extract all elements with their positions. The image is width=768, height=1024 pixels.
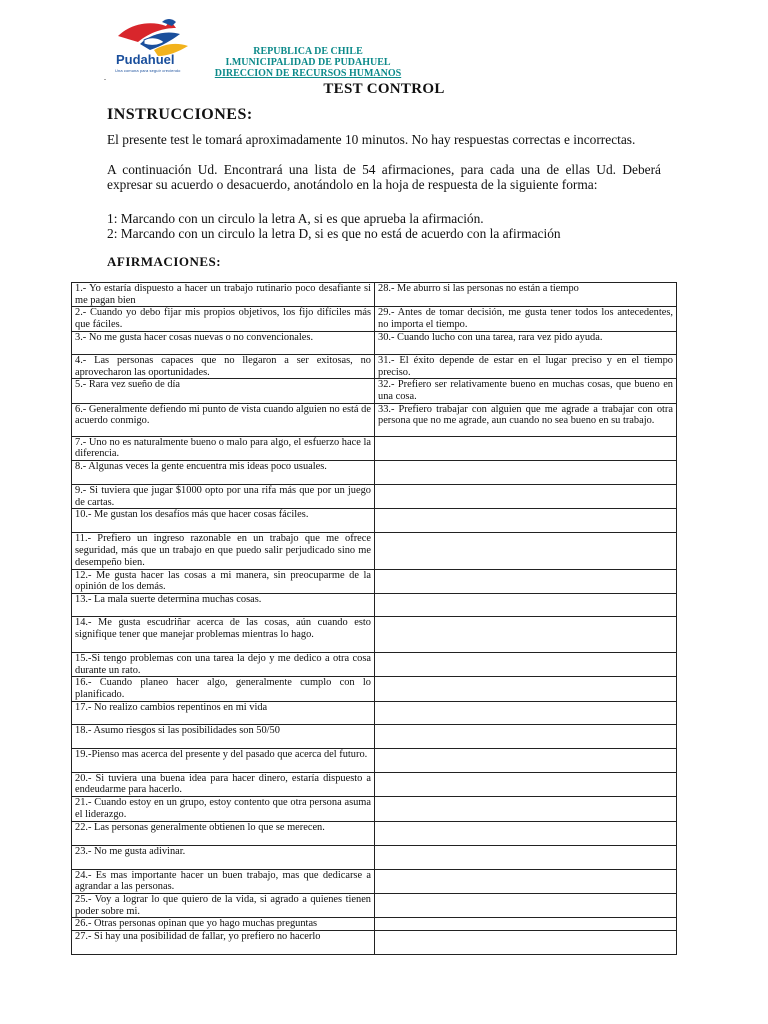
statement-left: 6.- Generalmente defiendo mi punto de vista cuando alguien no está de acuerdo conmigo. <box>72 403 375 436</box>
header-republica: REPUBLICA DE CHILE <box>253 46 363 57</box>
statement-left: 26.- Otras personas opinan que yo hago muchas preguntas <box>72 918 375 931</box>
statement-right <box>375 677 677 701</box>
instructions-paragraph-1: El presente test le tomará aproximadamente 10 minutos. No hay respuestas correctas e incorrectas. <box>107 132 636 147</box>
statement-right <box>375 461 677 485</box>
table-row <box>72 677 677 701</box>
table-row <box>72 436 677 460</box>
statement-left: 5.- Rara vez sueño de día <box>72 379 375 403</box>
header-municipalidad: I.MUNICIPALIDAD DE PUDAHUEL <box>225 57 391 68</box>
header-direccion: DIRECCION DE RECURSOS HUMANOS <box>214 68 402 79</box>
table-row <box>72 307 677 331</box>
statement-right <box>375 701 677 724</box>
instructions-heading: INSTRUCCIONES: <box>107 106 253 123</box>
statement-right <box>375 509 677 533</box>
table-row <box>72 485 677 509</box>
instructions-option-d: 2: Marcando con un circulo la letra D, si es que no está de acuerdo con la afirmación <box>107 226 561 241</box>
statement-left: 2.- Cuando yo debo fijar mis propios objetivos, los fijo difíciles más que fáciles. <box>72 307 375 331</box>
statement-left: 13.- La mala suerte determina muchas cosas. <box>72 593 375 616</box>
statement-left: 3.- No me gusta hacer cosas nuevas o no convencionales. <box>72 331 375 354</box>
statement-left: 14.- Me gusta escudriñar acerca de las cosas, aún cuando esto signifique tener que manejar problemas mientras lo hago. <box>72 616 375 652</box>
table-row <box>72 869 677 893</box>
statement-left: 1.- Yo estaría dispuesto a hacer un trabajo rutinario poco desafiante si me pagan bien <box>72 283 375 307</box>
statement-right <box>375 724 677 748</box>
table-row <box>72 797 677 821</box>
table-row <box>72 652 677 676</box>
statement-left: 20.- Si tuviera una buena idea para hacer dinero, estaría dispuesto a endeudarme para hacerlo. <box>72 772 375 796</box>
statement-right <box>375 772 677 796</box>
table-row <box>72 569 677 593</box>
statement-right: 31.- El éxito depende de estar en el lugar preciso y en el tiempo preciso. <box>375 354 677 378</box>
table-row <box>72 821 677 845</box>
statement-left: 11.- Prefiero un ingreso razonable en un trabajo que me ofrece seguridad, más que un trabajo en que puedo salir perjudicado sino me desempeño bien. <box>72 533 375 569</box>
statement-left: 9.- Si tuviera que jugar $1000 opto por una rifa más que por un juego de cartas. <box>72 485 375 509</box>
table-row <box>72 772 677 796</box>
statement-left: 24.- Es mas importante hacer un buen trabajo, mas que dedicarse a agrandar a las personas. <box>72 869 375 893</box>
statement-left: 27.- Si hay una posibilidad de fallar, yo prefiero no hacerlo <box>72 931 375 955</box>
statement-right <box>375 533 677 569</box>
statement-right <box>375 569 677 593</box>
table-row <box>72 918 677 931</box>
table-row <box>72 931 677 955</box>
statement-right <box>375 748 677 772</box>
afirmaciones-table-body <box>72 283 677 955</box>
statement-right: 32.- Prefiero ser relativamente bueno en muchas cosas, que bueno en una cosa. <box>375 379 677 403</box>
instructions-paragraph-2: A continuación Ud. Encontrará una lista de 54 afirmaciones, para cada una de ellas Ud. Deberá expresar su acuerdo o desacuerdo, anotándolo en la hoja de respuesta de la siguiente forma: <box>107 162 661 192</box>
statement-right <box>375 893 677 917</box>
statement-right: 33.- Prefiero trabajar con alguien que me agrade a trabajar con otra persona que no me agrade, aun cuando no sea bueno en su trabajo. <box>375 403 677 436</box>
statement-left: 15.-Si tengo problemas con una tarea la dejo y me dedico a otra cosa durante un rato. <box>72 652 375 676</box>
statement-right <box>375 436 677 460</box>
afirmaciones-table <box>71 282 677 955</box>
statement-left: 8.- Algunas veces la gente encuentra mis ideas poco usuales. <box>72 461 375 485</box>
statement-right <box>375 797 677 821</box>
instructions-option-a: 1: Marcando con un circulo la letra A, si es que aprueba la afirmación. <box>107 211 484 226</box>
table-row <box>72 403 677 436</box>
table-row <box>72 283 677 307</box>
statement-left: 18.- Asumo riesgos si las posibilidades son 50/50 <box>72 724 375 748</box>
statement-right <box>375 845 677 869</box>
statement-left: 4.- Las personas capaces que no llegaron a ser exitosas, no aprovecharon las oportunidades. <box>72 354 375 378</box>
table-row <box>72 616 677 652</box>
statement-right <box>375 869 677 893</box>
statement-right <box>375 616 677 652</box>
statement-right: 29.- Antes de tomar decisión, me gusta tener todos los antecedentes, no importa el tiempo. <box>375 307 677 331</box>
logo-wordmark: Pudahuel <box>116 52 175 67</box>
statement-left: 19.-Pienso mas acerca del presente y del pasado que acerca del futuro. <box>72 748 375 772</box>
statement-right <box>375 931 677 955</box>
table-row <box>72 354 677 378</box>
stray-mark: . <box>104 73 106 82</box>
statement-right: 30.- Cuando lucho con una tarea, rara vez pido ayuda. <box>375 331 677 354</box>
statement-right <box>375 821 677 845</box>
statement-left: 25.- Voy a lograr lo que quiero de la vida, si agrado a quienes tienen poder sobre mi. <box>72 893 375 917</box>
statement-right <box>375 593 677 616</box>
table-row <box>72 845 677 869</box>
table-row <box>72 724 677 748</box>
table-row <box>72 533 677 569</box>
statement-left: 10.- Me gustan los desafíos más que hacer cosas fáciles. <box>72 509 375 533</box>
table-row <box>72 593 677 616</box>
statement-right: 28.- Me aburro si las personas no están a tiempo <box>375 283 677 307</box>
statement-left: 22.- Las personas generalmente obtienen lo que se merecen. <box>72 821 375 845</box>
statement-right <box>375 485 677 509</box>
table-row <box>72 331 677 354</box>
table-row <box>72 893 677 917</box>
logo-tagline: Una comuna para seguir creciendo <box>115 68 181 73</box>
table-row <box>72 701 677 724</box>
statement-left: 16.- Cuando planeo hacer algo, generalmente cumplo con lo planificado. <box>72 677 375 701</box>
statement-left: 12.- Me gusta hacer las cosas a mi manera, sin preocuparme de la opinión de los demás. <box>72 569 375 593</box>
afirmaciones-heading: AFIRMACIONES: <box>107 254 222 269</box>
table-row <box>72 379 677 403</box>
document-title: TEST CONTROL <box>323 81 445 97</box>
statement-left: 17.- No realizo cambios repentinos en mi vida <box>72 701 375 724</box>
table-row <box>72 509 677 533</box>
statement-left: 23.- No me gusta adivinar. <box>72 845 375 869</box>
statement-left: 7.- Uno no es naturalmente bueno o malo para algo, el esfuerzo hace la diferencia. <box>72 436 375 460</box>
table-row <box>72 748 677 772</box>
table-row <box>72 461 677 485</box>
statement-right <box>375 918 677 931</box>
statement-right <box>375 652 677 676</box>
statement-left: 21.- Cuando estoy en un grupo, estoy contento que otra persona asuma el liderazgo. <box>72 797 375 821</box>
